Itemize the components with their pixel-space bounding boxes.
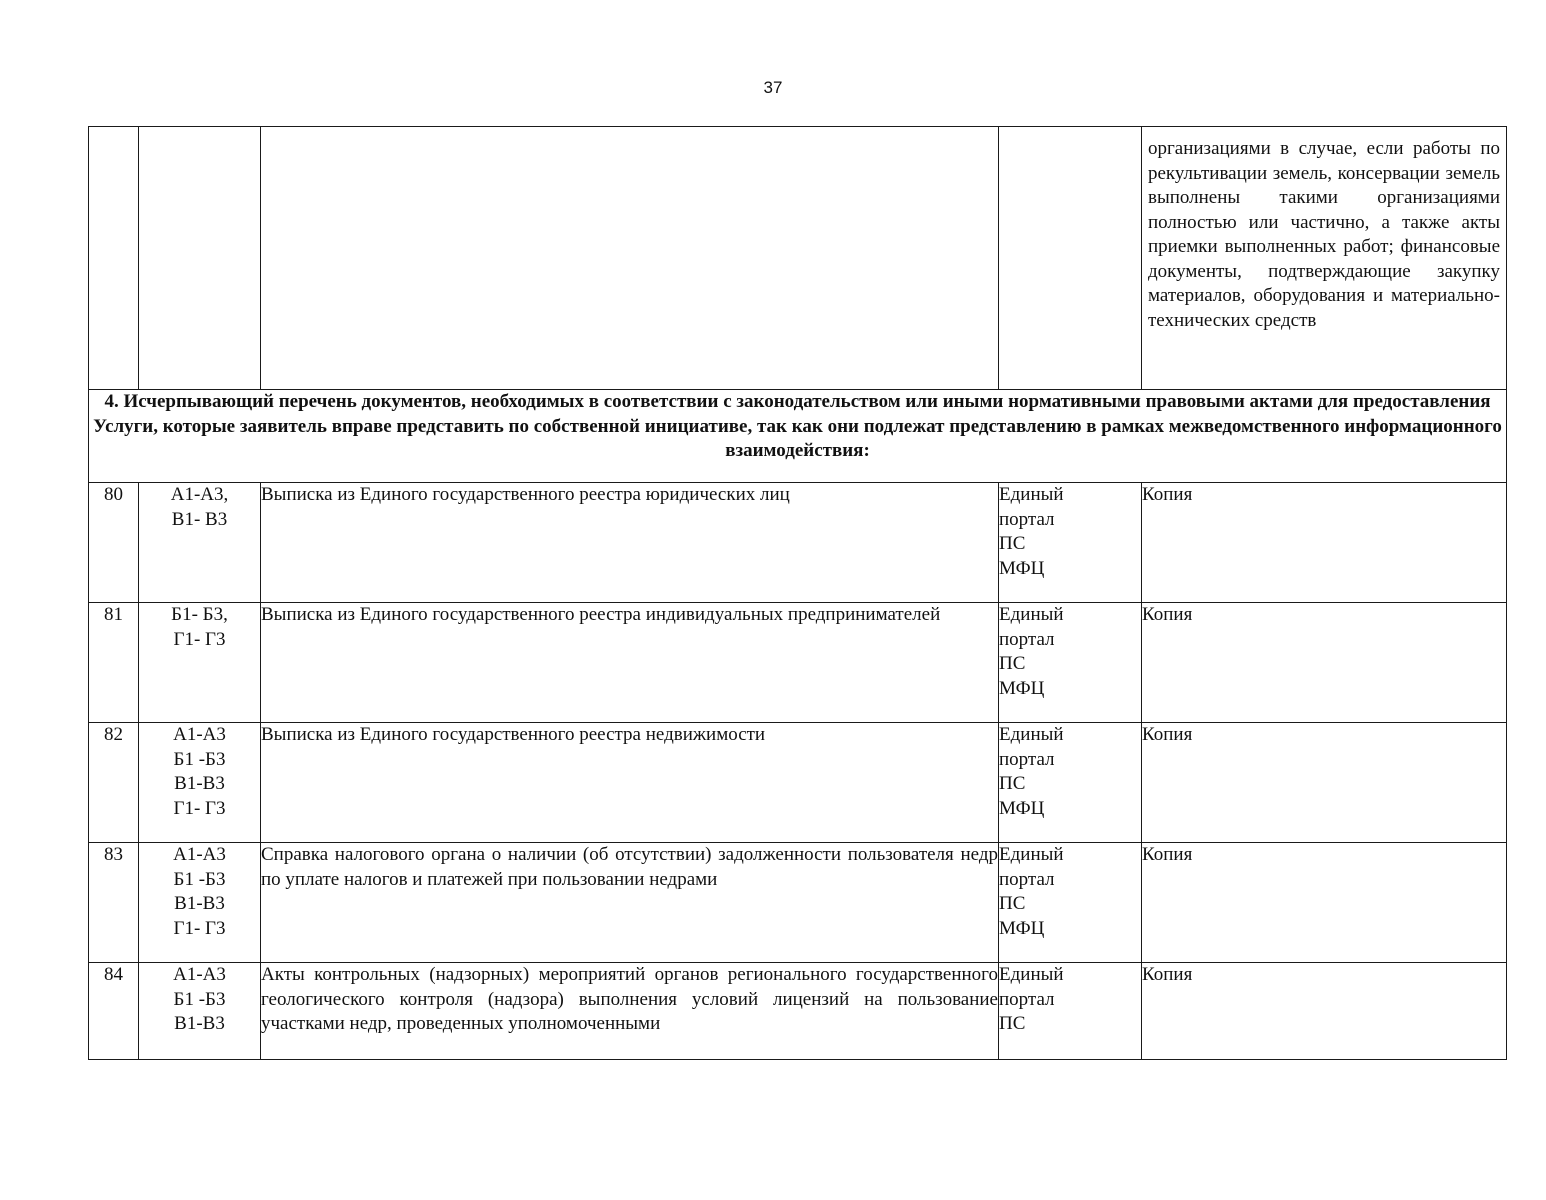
document-name: Акты контрольных (надзорных) мероприятий органов регионального государственного геологического контроля (надзора) выполнения условий лицензий на пользование участками недр, проведенных уполномоченными bbox=[261, 963, 999, 1060]
applicant-code: А1-А3 bbox=[173, 964, 226, 985]
table-row bbox=[89, 723, 1507, 843]
applicant-code: В1-В3 bbox=[174, 773, 225, 794]
empty-cell bbox=[999, 127, 1142, 390]
document-name: Выписка из Единого государственного реестра индивидуальных предпринимателей bbox=[261, 603, 999, 723]
submission-method: ПС bbox=[999, 773, 1026, 794]
applicant-code: А1-А3 bbox=[173, 724, 226, 745]
empty-cell bbox=[89, 127, 139, 390]
row-number: 84 bbox=[89, 963, 139, 1060]
section-heading: 4. Исчерпывающий перечень документов, необходимых в соответствии с законодательством или иными нормативными правовыми актами для предоставления Услуги, которые заявитель вправе представить по собственной инициативе, так как они подлежат представлению в рамках межведомственного информационного взаимодействия: bbox=[89, 390, 1507, 483]
document-form: Копия bbox=[1142, 723, 1507, 843]
documents-table bbox=[88, 126, 1507, 1060]
applicant-codes bbox=[139, 603, 261, 723]
submission-method: ПС bbox=[999, 533, 1026, 554]
submission-methods bbox=[999, 483, 1142, 603]
submission-method: МФЦ bbox=[999, 677, 1045, 699]
applicant-codes bbox=[139, 963, 261, 1060]
table-rows bbox=[89, 483, 1507, 1060]
submission-method: ПС bbox=[999, 653, 1026, 674]
document-form: Копия bbox=[1142, 603, 1507, 723]
applicant-code: Б1 -Б3 bbox=[173, 988, 226, 1010]
continuation-note: организациями в случае, если работы по рекультивации земель, консервации земель выполнены такими организациями полностью или частично, а также акты приемки выполненных работ; финансовые документы, подтверждающие закупку материалов, оборудования и материально-технических средств bbox=[1142, 127, 1507, 390]
submission-methods bbox=[999, 843, 1142, 963]
submission-method: МФЦ bbox=[999, 797, 1045, 819]
table-row bbox=[89, 483, 1507, 603]
submission-method: портал bbox=[999, 868, 1055, 890]
submission-method: Единый bbox=[999, 964, 1064, 985]
document-form: Копия bbox=[1142, 963, 1507, 1060]
applicant-code: Б1- Б3, bbox=[171, 604, 228, 625]
submission-method: Единый bbox=[999, 724, 1064, 745]
empty-cell bbox=[139, 127, 261, 390]
row-number: 81 bbox=[89, 603, 139, 723]
submission-method: ПС bbox=[999, 1013, 1026, 1034]
table-row bbox=[89, 843, 1507, 963]
submission-method: МФЦ bbox=[999, 557, 1045, 579]
page-number: 37 bbox=[763, 78, 783, 97]
applicant-code: Б1 -Б3 bbox=[173, 748, 226, 770]
applicant-code: А1-А3, bbox=[170, 484, 229, 505]
applicant-code: Б1 -Б3 bbox=[173, 868, 226, 890]
submission-method: Единый bbox=[999, 844, 1064, 865]
submission-method: Единый bbox=[999, 604, 1064, 625]
applicant-code: Г1- Г3 bbox=[173, 628, 226, 650]
submission-method: ПС bbox=[999, 893, 1026, 914]
submission-method: МФЦ bbox=[999, 917, 1045, 939]
submission-method: Единый bbox=[999, 484, 1064, 505]
document-form: Копия bbox=[1142, 843, 1507, 963]
submission-methods bbox=[999, 603, 1142, 723]
submission-method: портал bbox=[999, 988, 1055, 1010]
applicant-codes bbox=[139, 843, 261, 963]
document-name: Справка налогового органа о наличии (об отсутствии) задолженности пользователя недр по уплате налогов и платежей при пользовании недрами bbox=[261, 843, 999, 963]
table-row bbox=[89, 963, 1507, 1060]
submission-methods bbox=[999, 963, 1142, 1060]
continuation-row bbox=[89, 127, 1507, 390]
submission-method: портал bbox=[999, 748, 1055, 770]
submission-methods bbox=[999, 723, 1142, 843]
row-number: 83 bbox=[89, 843, 139, 963]
applicant-code: Г1- Г3 bbox=[173, 917, 226, 939]
applicant-code: В1- В3 bbox=[171, 508, 228, 530]
applicant-codes bbox=[139, 723, 261, 843]
empty-cell bbox=[261, 127, 999, 390]
table-row bbox=[89, 603, 1507, 723]
applicant-codes bbox=[139, 483, 261, 603]
applicant-code: А1-А3 bbox=[173, 844, 226, 865]
applicant-code: Г1- Г3 bbox=[173, 797, 226, 819]
document-form: Копия bbox=[1142, 483, 1507, 603]
document-name: Выписка из Единого государственного реестра недвижимости bbox=[261, 723, 999, 843]
section-row bbox=[89, 390, 1507, 483]
applicant-code: В1-В3 bbox=[174, 1013, 225, 1034]
applicant-code: В1-В3 bbox=[174, 893, 225, 914]
submission-method: портал bbox=[999, 508, 1055, 530]
row-number: 82 bbox=[89, 723, 139, 843]
document-name: Выписка из Единого государственного реестра юридических лиц bbox=[261, 483, 999, 603]
submission-method: портал bbox=[999, 628, 1055, 650]
row-number: 80 bbox=[89, 483, 139, 603]
